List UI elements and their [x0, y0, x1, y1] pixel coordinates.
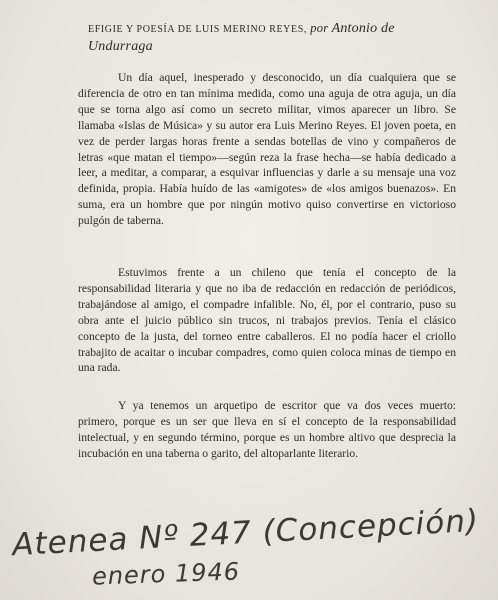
- paragraph-3: Y ya tenemos un arquetipo de escritor que va dos veces muerto: primero, porque es un ser que lleva en sí el concepto de la responsabilidad intelectual, y en segundo término, porque es un hombre altivo que desprecia la incubación en una taberna o garito, del altoparlante literario.: [78, 399, 456, 460]
- title-by: por: [310, 21, 329, 35]
- handwritten-date-note: enero 1946: [91, 557, 241, 591]
- paragraph-1: Un día aquel, inesperado y desconocido, un día cualquiera que se diferencia de otro en tan mínima medida, como una aguja de otra aguja, un día que se torna algo así como un secreto militar, vimos aparecer un libro. Se llamaba «Islas de Música» y su autor era Luis Merino Reyes. El joven poeta, en vez de perder largas horas frente a sendas botellas de vino y compañeros de letras «que matan el tiempo»—según reza la frase hecha—se había dedicado a leer, a meditar, a comparar, a esquivar influencias y darle a su mensaje una voz definida, propia. Había huído de las «amigotes» de «los amigos buenazos». En suma, era un hombre que por ningún motivo quiso convertirse en victorioso pulgón de taberna.: [78, 71, 456, 228]
- author-name: Antonio de Undurraga: [88, 21, 395, 54]
- handwritten-source-note: Atenea Nº 247 (Concepción): [11, 502, 480, 564]
- article-title: [88, 20, 458, 55]
- paragraph-2: Estuvimos frente a un chileno que tenía el concepto de la responsabilidad literaria y que no iba de redacción en redacción de periódicos, trabajándose al amigo, el compadre infalible. No, él, por el contrario, puso su obra ante el juicio público sin trucos, ni trabajos previos. Tenía el clásico concepto de la justa, del torneo entre caballeros. El no podía hacer el criollo trabajito de acaitar o incubar compadres, como quien coloca minas de tiempo en una rada.: [78, 266, 456, 375]
- title-text: EFIGIE Y POESÍA DE LUIS MERINO REYES,: [88, 24, 307, 35]
